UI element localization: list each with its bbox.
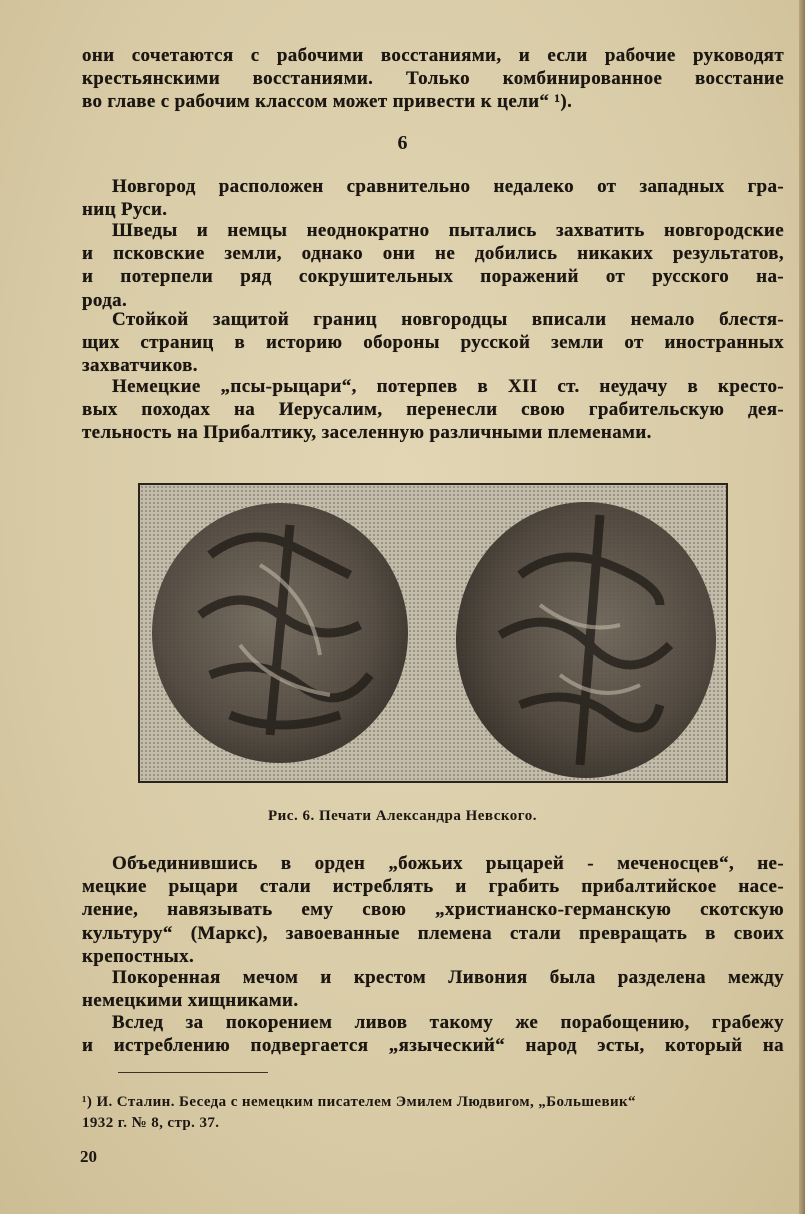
footnote xyxy=(82,1092,782,1134)
seal-images xyxy=(140,485,726,781)
text-line: крепостных. xyxy=(82,945,195,967)
text-line: и истреблению подвергается „языческий“ народ эсты, который на xyxy=(82,1035,784,1057)
text-line: Немецкие „псы-рыцари“, потерпев в XII ст. неудачу в кресто- xyxy=(112,376,784,397)
left-seal xyxy=(152,503,408,763)
text-line: крестьянскими восстаниями. Только комбинированное восстание xyxy=(82,68,784,90)
text-line: рода. xyxy=(82,289,128,311)
text-line: культуру“ (Маркс), завоеванные племена стали превращать в своих xyxy=(82,922,784,944)
text-line: и псковские земли, однако они не добились никаких результатов, xyxy=(82,243,784,265)
text-line: вых походах на Иерусалим, перенесли свою грабительскую дея- xyxy=(82,399,784,421)
page-number: 20 xyxy=(80,1147,97,1166)
text-line: ниц Руси. xyxy=(82,199,168,221)
paragraph xyxy=(82,966,784,1012)
text-line: они сочетаются с рабочими восстаниями, и если рабочие руководят xyxy=(82,45,784,66)
paragraph xyxy=(82,375,784,445)
text-line: немецкими хищниками. xyxy=(82,990,299,1012)
text-line: Вслед за покорением ливов такому же порабощению, грабежу xyxy=(112,1012,784,1033)
paragraph xyxy=(82,852,784,968)
text-line: захватчиков. xyxy=(82,355,198,377)
section-number: 6 xyxy=(397,132,408,154)
text-line: во главе с рабочим классом может привести к цели“ ¹). xyxy=(82,91,573,113)
text-line: тельность на Прибалтику, заселенную различными племенами. xyxy=(82,422,652,444)
text-line: Объединившись в орден „божьих рыцарей - меченосцев“, не- xyxy=(112,853,784,874)
paragraph xyxy=(82,175,784,221)
page-edge xyxy=(799,0,805,1214)
footnote-line: ¹) И. Сталин. Беседа с немецким писателем Эмилем Людвигом, „Большевик“ xyxy=(82,1094,636,1110)
intro-paragraph xyxy=(82,44,784,114)
text-line: Шведы и немцы неоднократно пытались захватить новгородские xyxy=(112,220,784,241)
paragraph xyxy=(82,1011,784,1057)
text-line: мецкие рыцари стали истреблять и грабить прибалтийское насе- xyxy=(82,876,784,898)
text-line: и потерпели ряд сокрушительных поражений от русского на- xyxy=(82,266,784,288)
right-seal xyxy=(456,502,716,778)
paragraph xyxy=(82,219,784,312)
text-line: щих страниц в историю обороны русской земли от иностранных xyxy=(82,332,784,354)
paragraph xyxy=(82,308,784,378)
footnote-divider xyxy=(118,1072,268,1073)
text-line: Новгород расположен сравнительно недалеко от западных гра- xyxy=(112,176,784,197)
text-line: Покоренная мечом и крестом Ливония была разделена между xyxy=(112,967,784,988)
seals-figure xyxy=(138,483,728,783)
text-line: ление, навязывать ему свою „христианско-германскую скотскую xyxy=(82,899,784,921)
figure-caption: Рис. 6. Печати Александра Невского. xyxy=(268,808,537,824)
text-line: Стойкой защитой границ новгородцы вписали немало блестя- xyxy=(112,309,784,330)
footnote-line: 1932 г. № 8, стр. 37. xyxy=(82,1115,220,1131)
